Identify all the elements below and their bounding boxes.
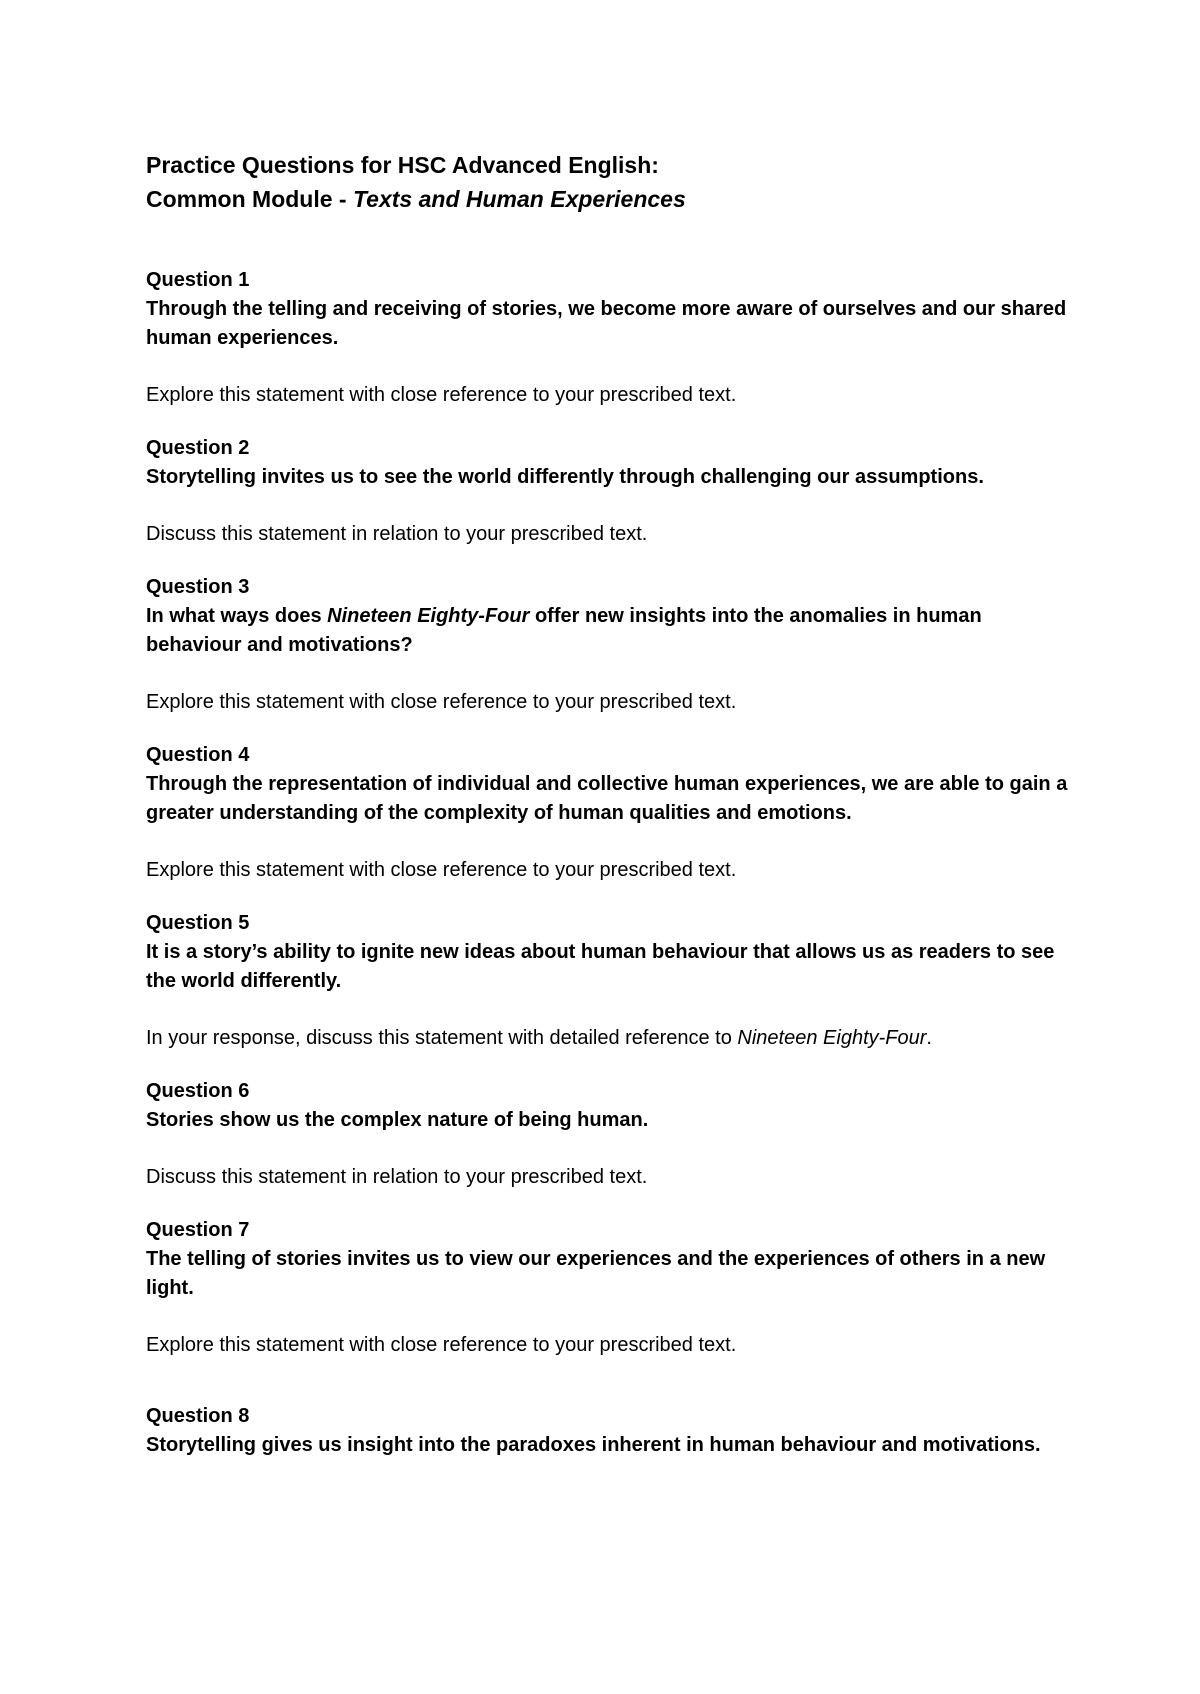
question-heading: Question 4: [146, 744, 250, 766]
question-statement: Storytelling invites us to see the world differently through challenging our assumptions.: [146, 466, 984, 488]
question-statement: Through the telling and receiving of stories, we become more aware of ourselves and our shared human experiences.: [146, 298, 1067, 349]
question-statement: Through the representation of individual and collective human experiences, we are able to gain a greater understanding of the complexity of human qualities and emotions.: [146, 773, 1068, 824]
question-1: [146, 266, 1076, 410]
novel-title: Nineteen Eighty-Four: [327, 605, 530, 627]
statement-text-after: offer new insights into the anomalies in human behaviour and motivations?: [146, 605, 982, 656]
question-statement: The telling of stories invites us to view our experiences and the experiences of others in a new light.: [146, 1248, 1046, 1299]
question-3: [146, 573, 1076, 717]
question-instruction: Explore this statement with close reference to your prescribed text.: [146, 859, 737, 881]
question-statement: [146, 602, 1076, 660]
question-heading: Question 6: [146, 1080, 250, 1102]
question-heading: Question 3: [146, 576, 250, 598]
question-heading: Question 5: [146, 912, 250, 934]
question-heading: Question 2: [146, 437, 250, 459]
document-title: Practice Questions for HSC Advanced English:: [146, 152, 659, 178]
question-statement: Storytelling gives us insight into the paradoxes inherent in human behaviour and motivations.: [146, 1434, 1041, 1456]
statement-text-before: In what ways does: [146, 605, 328, 627]
instruction-text-before: In your response, discuss this statement with detailed reference to: [146, 1027, 738, 1049]
question-instruction: Discuss this statement in relation to your prescribed text.: [146, 523, 648, 545]
subtitle-prefix: Common Module -: [146, 186, 353, 212]
question-instruction: Explore this statement with close reference to your prescribed text.: [146, 384, 737, 406]
question-instruction: [146, 1024, 1076, 1053]
question-2: [146, 434, 1076, 549]
instruction-text-after: .: [926, 1027, 932, 1049]
novel-title: Nineteen Eighty-Four: [737, 1027, 927, 1049]
question-instruction: Explore this statement with close reference to your prescribed text.: [146, 691, 737, 713]
document-content: [146, 148, 1076, 1488]
question-statement: Stories show us the complex nature of being human.: [146, 1109, 649, 1131]
question-heading: Question 1: [146, 269, 250, 291]
question-heading: Question 8: [146, 1405, 250, 1427]
document-subtitle: [146, 182, 1076, 216]
question-8: [146, 1402, 1076, 1460]
question-7: [146, 1216, 1076, 1360]
question-4: [146, 741, 1076, 885]
question-instruction: Discuss this statement in relation to your prescribed text.: [146, 1166, 648, 1188]
question-instruction: Explore this statement with close reference to your prescribed text.: [146, 1334, 737, 1356]
question-statement: It is a story’s ability to ignite new ideas about human behaviour that allows us as readers to see the world differently.: [146, 941, 1055, 992]
question-6: [146, 1077, 1076, 1192]
subtitle-topic: Texts and Human Experiences: [352, 186, 686, 212]
question-5: [146, 909, 1076, 1053]
question-heading: Question 7: [146, 1219, 250, 1241]
